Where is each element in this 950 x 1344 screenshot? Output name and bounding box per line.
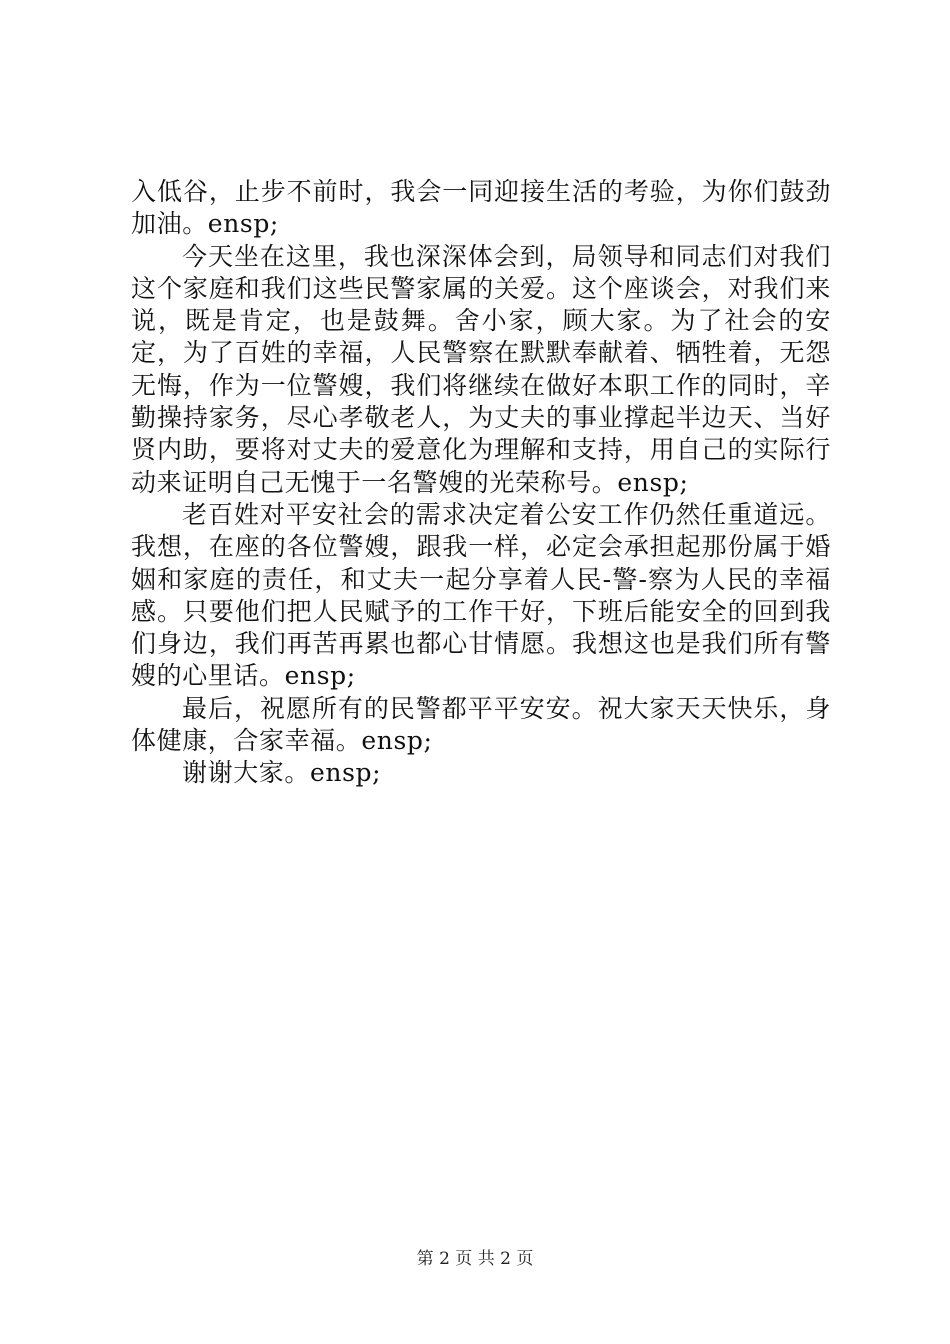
document-body bbox=[131, 176, 831, 790]
page-number-footer: 第 2 页 共 2 页 bbox=[416, 1249, 534, 1269]
paragraph-responsibility: 老百姓对平安社会的需求决定着公安工作仍然任重道远。我想，在座的各位警嫂，跟我一样，必定会承担起那份属于婚姻和家庭的责任，和丈夫一起分享着人民-警-察为人民的幸福感。只要他们把人民赋予的工作干好，下班后能安全的回到我们身边，我们再苦再累也都心甘情愿。我想这也是我们所有警嫂的心里话。ensp; bbox=[131, 499, 831, 691]
paragraph-gratitude: 今天坐在这里，我也深深体会到，局领导和同志们对我们这个家庭和我们这些民警家属的关爱。这个座谈会，对我们来说，既是肯定，也是鼓舞。舍小家，顾大家。为了社会的安定，为了百姓的幸福，人民警察在默默奉献着、牺牲着，无怨无悔，作为一位警嫂，我们将继续在做好本职工作的同时，辛勤操持家务，尽心孝敬老人，为丈夫的事业撑起半边天、当好贤内助，要将对丈夫的爱意化为理解和支持，用自己的实际行动来证明自己无愧于一名警嫂的光荣称号。ensp; bbox=[131, 241, 831, 497]
paragraph-wishes: 最后，祝愿所有的民警都平平安安。祝大家天天快乐，身体健康，合家幸福。ensp; bbox=[131, 693, 831, 756]
paragraph-thanks: 谢谢大家。ensp; bbox=[182, 758, 382, 788]
paragraph-continued: 入低谷，止步不前时，我会一同迎接生活的考验，为你们鼓劲加油。ensp; bbox=[131, 177, 831, 239]
